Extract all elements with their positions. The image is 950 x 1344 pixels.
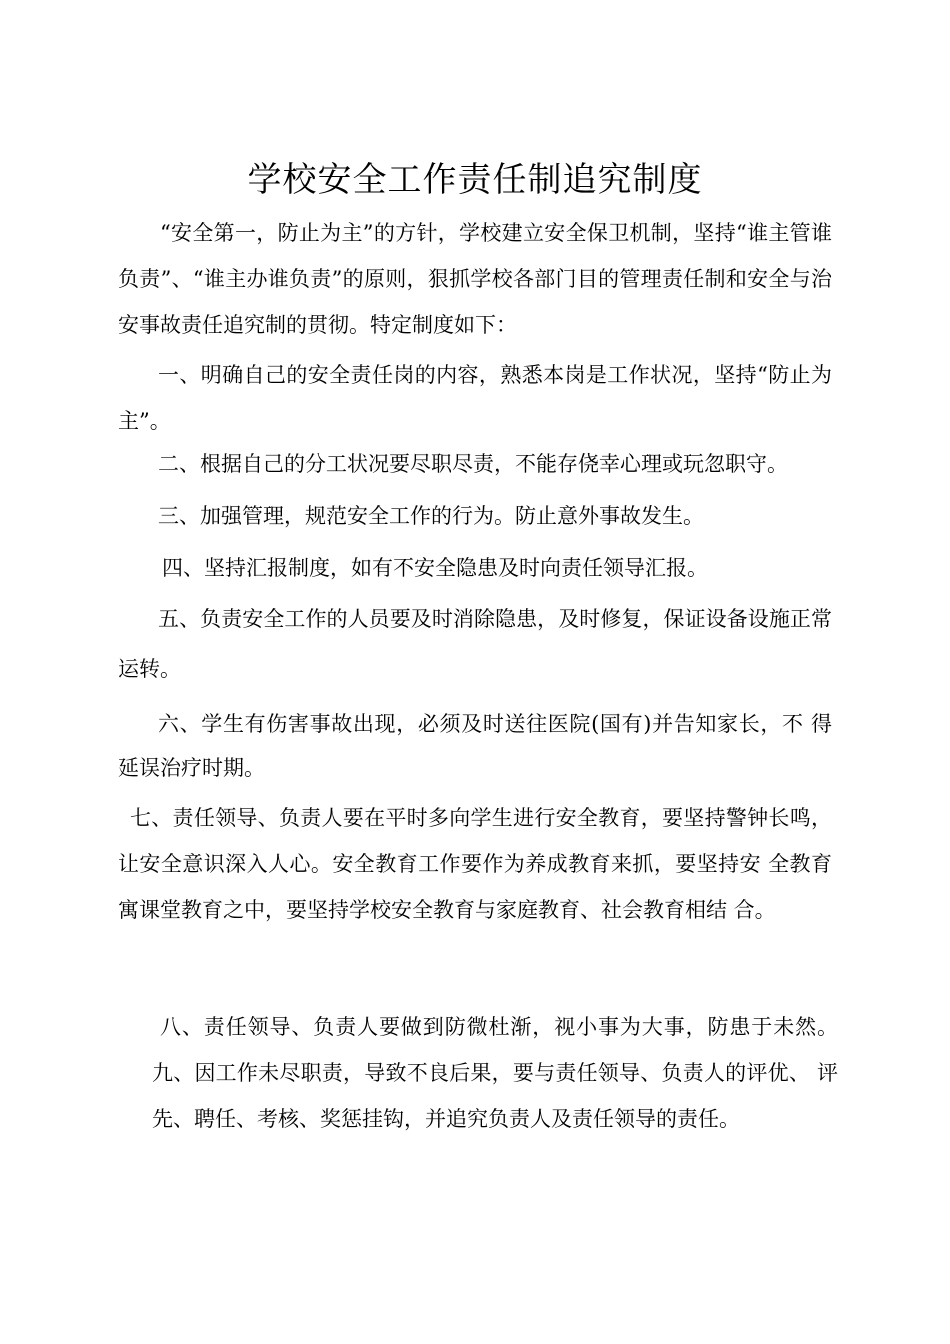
article-2: 二、根据自己的分工状况要尽职尽责，不能存侥幸心理或玩忽职守。 [158,452,788,476]
article-4: 四、坚持汇报制度，如有不安全隐患及时向责任领导汇报。 [162,556,708,580]
article-5: 五、负责安全工作的人员要及时消除隐患，及时修复，保证设备设施正常运转。 [118,607,832,681]
article-6: 六、学生有伤害事故出现，必须及时送往医院(国有)并告知家长，不 得延误治疗时期。 [118,712,832,780]
article-1: 一、明确自己的安全责任岗的内容，熟悉本岗是工作状况，坚持“防止为主”。 [118,363,832,433]
intro-paragraph: “安全第一，防止为主”的方针，学校建立安全保卫机制，坚持“谁主管谁负责”、“谁主办谁负责”的原则，狠抓学校各部门目的管理责任制和安全与治安事故责任追究制的贯彻。特定制度如下： [118,221,832,337]
article-7: 七、责任领导、负责人要在平时多向学生进行安全教育，要坚持警钟长鸣，让安全意识深入人心。安全教育工作要作为养成教育来抓，要坚持安 全教育寓课堂教育之中，要坚持学校安全教育与家庭教育、社会教育相结 合。 [118,806,832,922]
article-3: 三、加强管理，规范安全工作的行为。防止意外事故发生。 [158,504,704,528]
document-title: 学校安全工作责任制追究制度 [247,160,703,200]
article-8-9: 八、责任领导、负责人要做到防微杜渐，视小事为大事，防患于未然。 九、因工作未尽职责，导致不良后果，要与责任领导、负责人的评优、 评先、聘任、考核、奖惩挂钩，并追究负责人及责任领导的责任。 [152,1015,838,1131]
